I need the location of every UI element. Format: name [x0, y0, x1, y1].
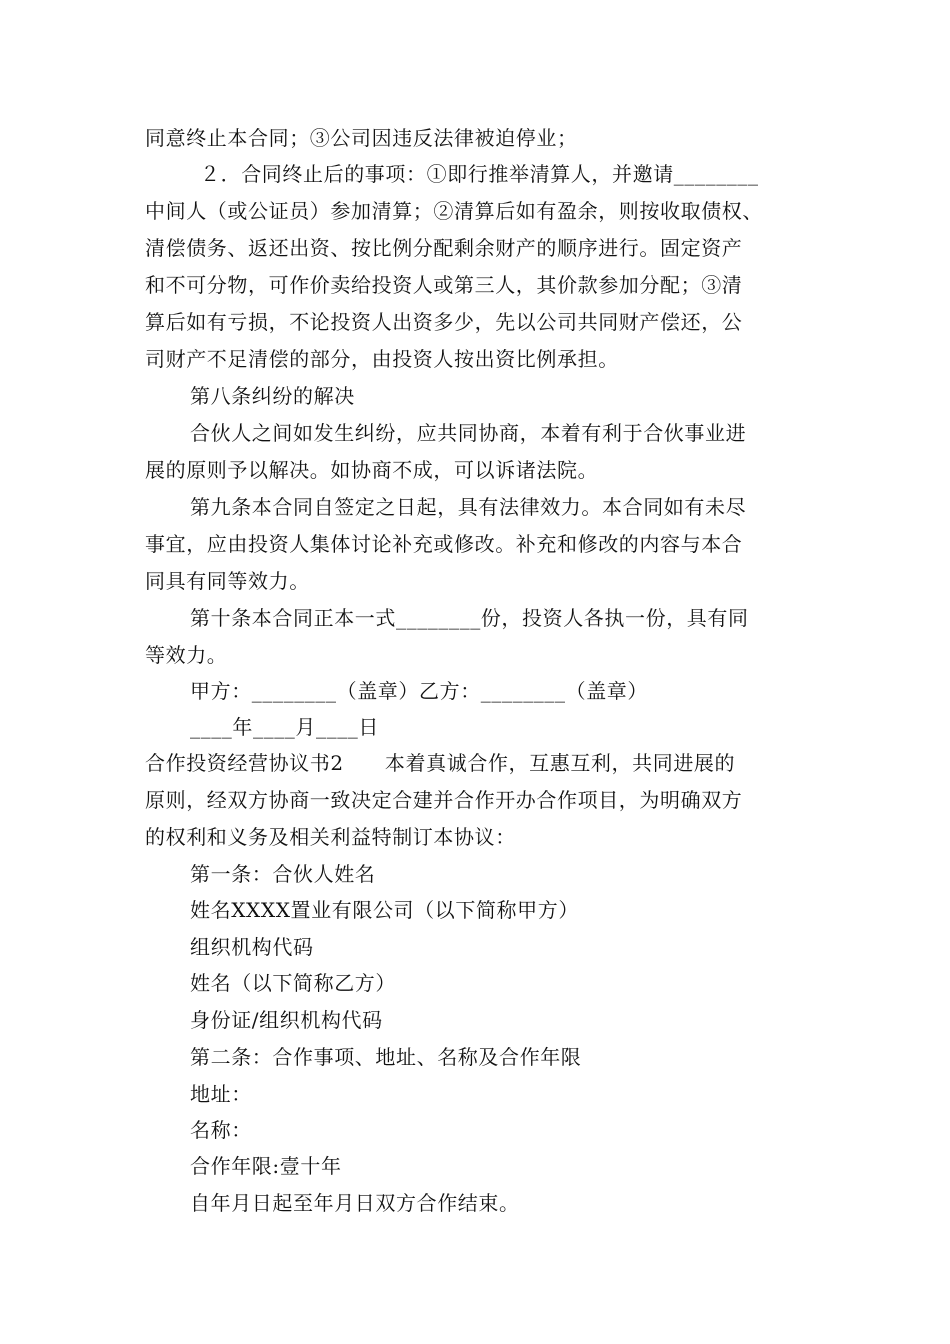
text-line: 身份证/组织机构代码	[190, 1008, 383, 1032]
date-line: ____年____月____日	[190, 715, 379, 739]
text-line: 第九条本合同自签定之日起，具有法律效力。本合同如有未尽	[190, 495, 747, 519]
text-line: 姓名XXXX置业有限公司（以下简称甲方）	[190, 898, 579, 922]
text-line: 和不可分物，可作价卖给投资人或第三人，其价款参加分配；③清	[145, 273, 743, 297]
section-heading: 第二条：合作事项、地址、名称及合作年限	[190, 1045, 582, 1069]
text-line: 姓名（以下简称乙方）	[190, 971, 396, 995]
text-line: 的权利和义务及相关利益特制订本协议：	[145, 825, 516, 849]
text-line: 第十条本合同正本一式________份，投资人各执一份，具有同	[190, 606, 749, 630]
text-line: 清偿债务、返还出资、按比例分配剩余财产的顺序进行。固定资产	[145, 236, 743, 260]
text-line: 合伙人之间如发生纠纷，应共同协商，本着有利于合伙事业进	[190, 421, 747, 445]
text-line: 同具有同等效力。	[145, 569, 310, 593]
text-line: 地址：	[190, 1082, 252, 1106]
document-title-line: 合作投资经营协议书2 本着真诚合作，互惠互利，共同进展的	[145, 751, 736, 775]
signature-line: 甲方：________（盖章）乙方：________（盖章）	[190, 679, 648, 703]
text-line: 中间人（或公证员）参加清算；②清算后如有盈余，则按收取债权、	[145, 199, 763, 223]
section-heading: 第八条纠纷的解决	[190, 384, 355, 408]
text-line: 组织机构代码	[190, 935, 314, 959]
text-line: 等效力。	[145, 643, 228, 667]
text-line: ２．合同终止后的事项：①即行推举清算人，并邀请________	[200, 162, 759, 186]
text-line: 合作年限:壹十年	[190, 1154, 342, 1178]
text-line: 司财产不足清偿的部分，由投资人按出资比例承担。	[145, 347, 619, 371]
text-line: 名称：	[190, 1118, 252, 1142]
text-line: 自年月日起至年月日双方合作结束。	[190, 1191, 520, 1215]
text-line: 事宜，应由投资人集体讨论补充或修改。补充和修改的内容与本合	[145, 532, 743, 556]
text-line: 展的原则予以解决。如协商不成，可以诉诸法院。	[145, 458, 599, 482]
text-line: 原则，经双方协商一致决定合建并合作开办合作项目，为明确双方	[145, 788, 743, 812]
text-line: 同意终止本合同；③公司因违反法律被迫停业；	[145, 126, 578, 150]
text-line: 算后如有亏损，不论投资人出资多少，先以公司共同财产偿还，公	[145, 310, 743, 334]
section-heading: 第一条：合伙人姓名	[190, 862, 376, 886]
